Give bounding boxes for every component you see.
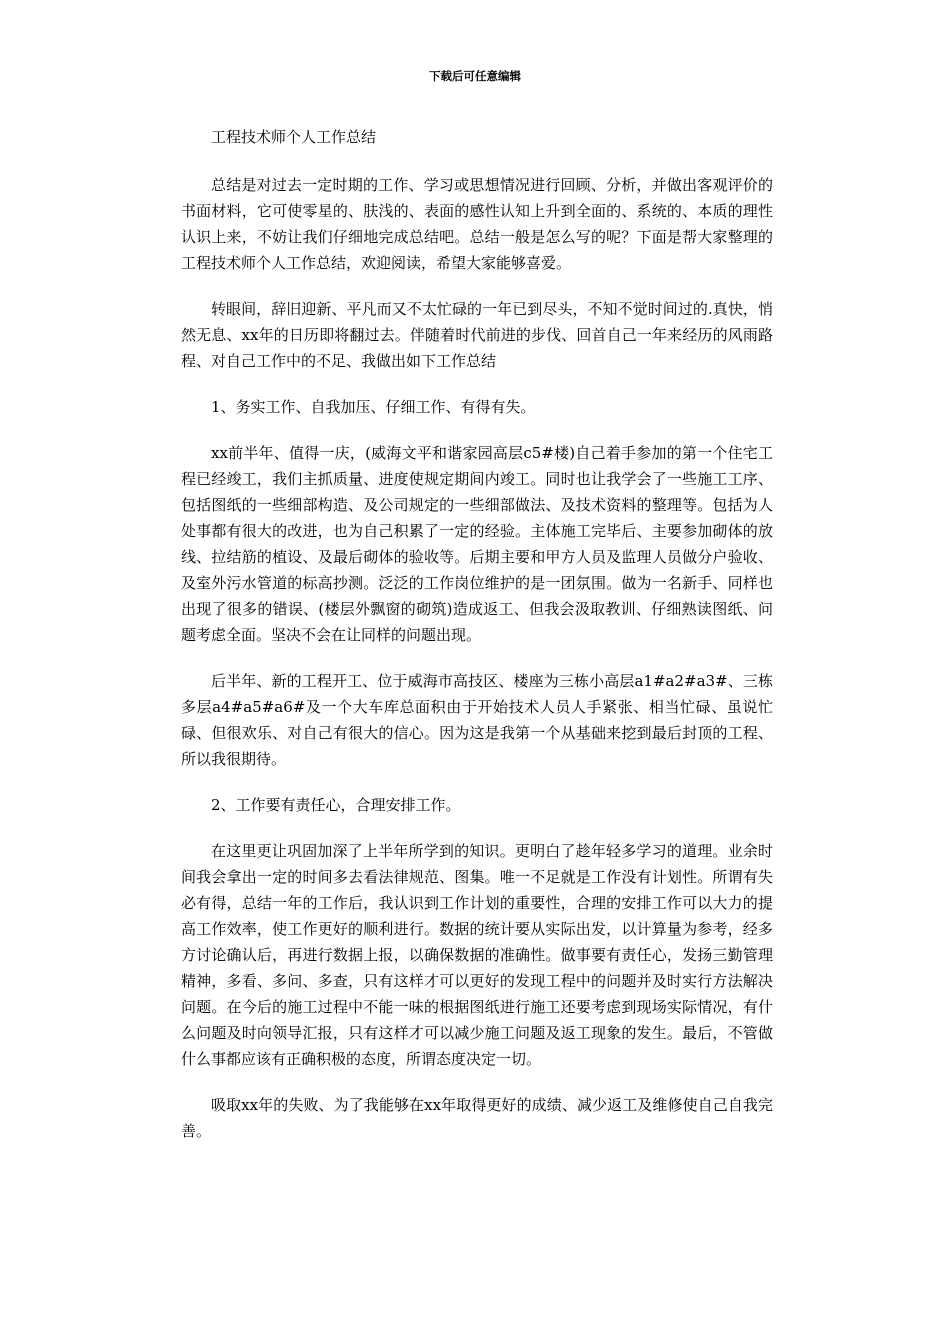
document-body <box>181 124 773 1164</box>
document-title: 工程技术师个人工作总结 <box>211 128 377 146</box>
page-header-note: 下载后可任意编辑 <box>429 69 521 83</box>
paragraph-opening: 转眼间，辞旧迎新、平凡而又不太忙碌的一年已到尽头，不知不觉时间过的.真快，悄然无息、xx年的日历即将翻过去。伴随着时代前进的步伐、回首自己一年来经历的风雨路程、对自己工作中的不足、我做出如下工作总结 <box>181 300 773 370</box>
paragraph-intro: 总结是对过去一定时期的工作、学习或思想情况进行回顾、分析，并做出客观评价的书面材料，它可使零星的、肤浅的、表面的感性认知上升到全面的、系统的、本质的理性认识上来，不妨让我们仔细地完成总结吧。总结一般是怎么写的呢？下面是帮大家整理的工程技术师个人工作总结，欢迎阅读，希望大家能够喜爱。 <box>181 176 773 272</box>
paragraph-second-half: 后半年、新的工程开工、位于威海市高技区、楼座为三栋小高层a1#a2#a3#、三栋多层a4#a5#a6#及一个大车库总面积由于开始技术人员人手紧张、相当忙碌、虽说忙碌、但很欢乐、对自己有很大的信心。因为这是我第一个从基础来挖到最后封顶的工程、所以我很期待。 <box>181 672 773 768</box>
paragraph-first-half: xx前半年、值得一庆，(威海文平和谐家园高层c5#楼)自己着手参加的第一个住宅工程已经竣工，我们主抓质量、进度使规定期间内竣工。同时也让我学会了一些施工工序、包括图纸的一些细部构造、及公司规定的一些细部做法、及技术资料的整理等。包括为人处事都有很大的改进，也为自己积累了一定的经验。主体施工完毕后、主要参加砌体的放线、拉结筋的植设、及最后砌体的验收等。后期主要和甲方人员及监理人员做分户验收、及室外污水管道的标高抄测。泛泛的工作岗位维护的是一团氛围。做为一名新手、同样也出现了很多的错误、(楼层外飘窗的砌筑)造成返工、但我会汲取教训、仔细熟读图纸、问题考虑全面。坚决不会在让同样的问题出现。 <box>181 444 773 644</box>
section-heading-1: 1、务实工作、自我加压、仔细工作、有得有失。 <box>211 398 536 416</box>
paragraph-closing: 吸取xx年的失败、为了我能够在xx年取得更好的成绩、减少返工及维修使自己自我完善。 <box>181 1096 773 1140</box>
section-heading-2: 2、工作要有责任心，合理安排工作。 <box>211 796 461 814</box>
paragraph-responsibility: 在这里更让巩固加深了上半年所学到的知识。更明白了趁年轻多学习的道理。业余时间我会拿出一定的时间多去看法律规范、图集。唯一不足就是工作没有计划性。所谓有失必有得，总结一年的工作后，我认识到工作计划的重要性，合理的安排工作可以大力的提高工作效率，使工作更好的顺利进行。数据的统计要从实际出发，以计算量为参考，经多方讨论确认后，再进行数据上报，以确保数据的准确性。做事要有责任心，发扬三勤管理精神，多看、多问、多查，只有这样才可以更好的发现工程中的问题并及时实行方法解决问题。在今后的施工过程中不能一味的根据图纸进行施工还要考虑到现场实际情况，有什么问题及时向领导汇报，只有这样才可以减少施工问题及返工现象的发生。最后，不管做什么事都应该有正确积极的态度，所谓态度决定一切。 <box>181 842 773 1068</box>
